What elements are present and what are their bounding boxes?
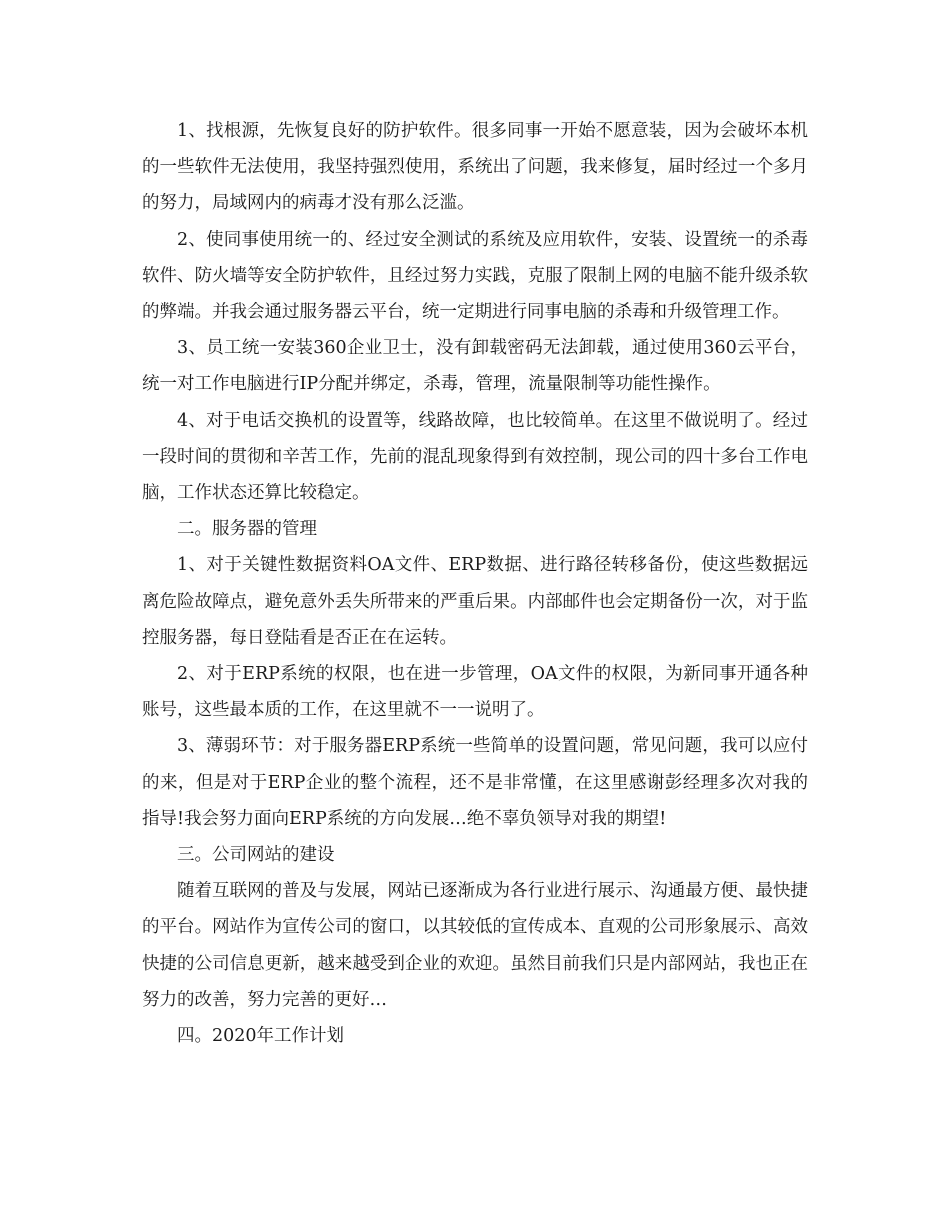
paragraph-unified-software: 2、使同事使用统一的、经过安全测试的系统及应用软件，安装、设置统一的杀毒软件、防火墙等安全防护软件，且经过努力实践，克服了限制上网的电脑不能升级杀软的弊端。并我会通过服务器云平台，统一定期进行同事电脑的杀毒和升级管理工作。 <box>142 229 808 323</box>
paragraph-antivirus-root-cause: 1、找根源，先恢复良好的防护软件。很多同事一开始不愿意装，因为会破坏本机的一些软件无法使用，我坚持强烈使用，系统出了问题，我来修复，届时经过一个多月的努力，局域网内的病毒才没有那么泛滥。 <box>142 121 808 214</box>
paragraph-website-development: 随着互联网的普及与发展，网站已逐渐成为各行业进行展示、沟通最方便、最快捷的平台。网站作为宣传公司的窗口，以其较低的宣传成本、直观的公司形象展示、高效快捷的公司信息更新，越来越受到企业的欢迎。虽然目前我们只是内部网站，我也正在努力的改善，努力完善的更好… <box>142 881 808 1010</box>
section-heading-server-management: 二。服务器的管理 <box>177 519 317 540</box>
paragraph-data-backup: 1、对于关键性数据资料OA文件、ERP数据、进行路径转移备份，使这些数据远离危险故障点，避免意外丢失所带来的严重后果。内部邮件也会定期备份一次，对于监控服务器，每日登陆看是否正在在运转。 <box>142 555 808 648</box>
document-body <box>142 113 808 1054</box>
section-heading-work-plan: 四。2020年工作计划 <box>177 1026 345 1047</box>
paragraph-360-enterprise-guard: 3、员工统一安装360企业卫士，没有卸载密码无法卸载，通过使用360云平台，统一对工作电脑进行IP分配并绑定，杀毒，管理，流量限制等功能性操作。 <box>142 338 808 395</box>
paragraph-weak-points: 3、薄弱环节：对于服务器ERP系统一些简单的设置问题，常见问题，我可以应付的来，但是对于ERP企业的整个流程，还不是非常懂，在这里感谢彭经理多次对我的指导!我会努力面向ERP系统的方向发展…绝不辜负领导对我的期望! <box>142 736 808 829</box>
paragraph-phone-switch: 4、对于电话交换机的设置等，线路故障，也比较简单。在这里不做说明了。经过一段时间的贯彻和辛苦工作，先前的混乱现象得到有效控制，现公司的四十多台工作电脑，工作状态还算比较稳定。 <box>142 410 808 504</box>
section-heading-website: 三。公司网站的建设 <box>177 845 335 866</box>
paragraph-erp-permissions: 2、对于ERP系统的权限，也在进一步管理，OA文件的权限，为新同事开通各种账号，这些最本质的工作，在这里就不一一说明了。 <box>142 664 808 721</box>
